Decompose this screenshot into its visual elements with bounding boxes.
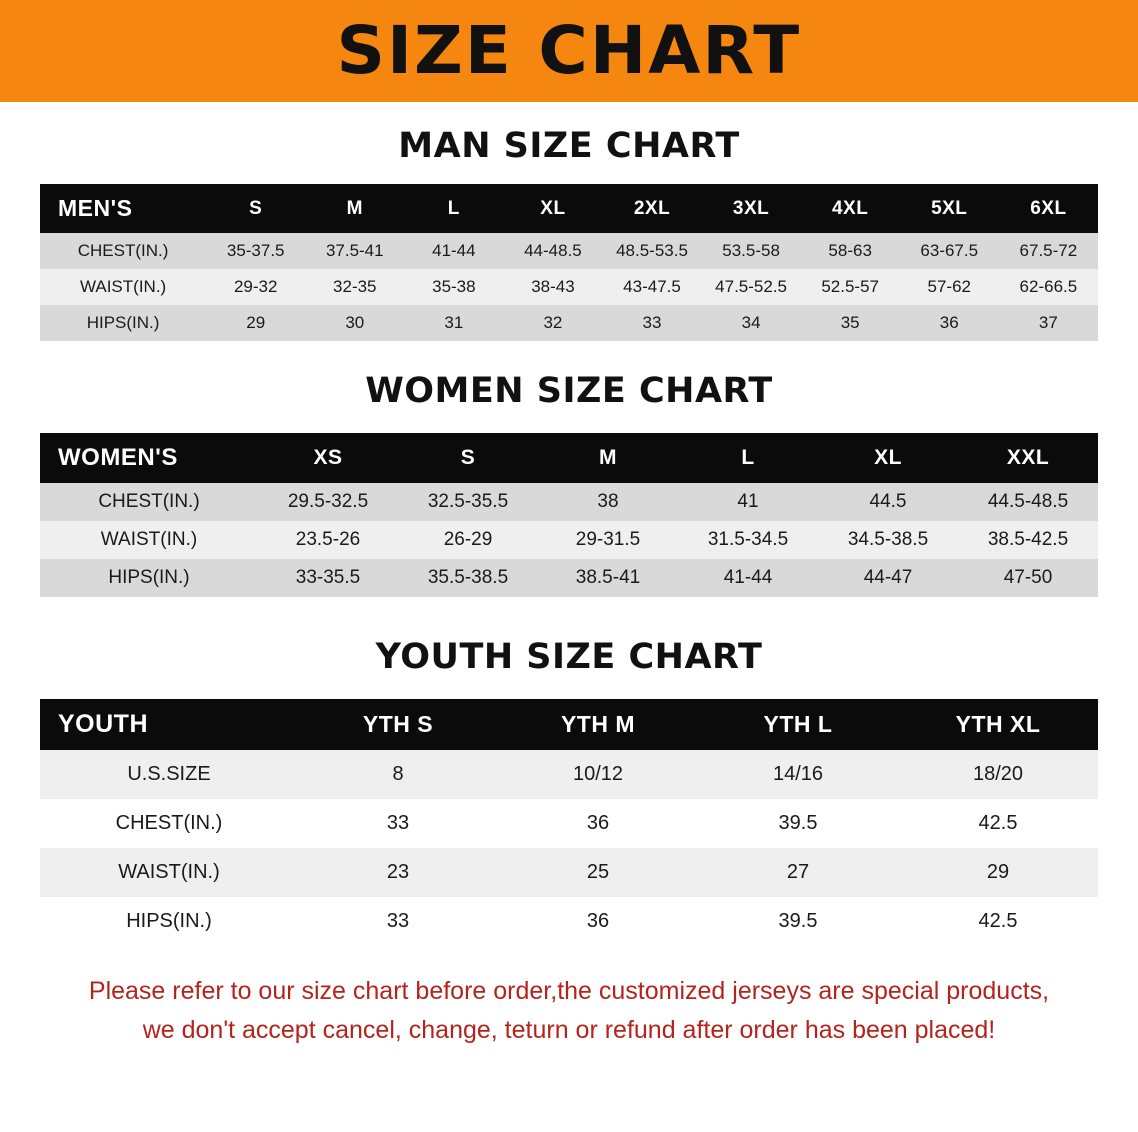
women-cell: 44.5 [818, 483, 958, 521]
man-row-label: WAIST(IN.) [40, 269, 206, 305]
youth-cell: 33 [298, 799, 498, 848]
man-cell: 48.5-53.5 [602, 233, 701, 269]
youth-row-label: CHEST(IN.) [40, 799, 298, 848]
table-row [40, 521, 1098, 559]
table-row [40, 848, 1098, 897]
man-cell: 32 [503, 305, 602, 341]
youth-row-label: U.S.SIZE [40, 750, 298, 799]
man-header-cell: MEN'S [58, 195, 133, 221]
policy-note-line-1: Please refer to our size chart before order,the customized jerseys are special products, [88, 977, 1050, 1005]
man-header-cell: 6XL [1030, 197, 1067, 219]
youth-cell: 33 [298, 897, 498, 946]
women-section-title: WOMEN SIZE CHART [365, 371, 773, 411]
youth-cell: 39.5 [698, 799, 898, 848]
man-header-cell: L [447, 197, 460, 219]
man-cell: 36 [900, 305, 999, 341]
man-cell: 57-62 [900, 269, 999, 305]
man-cell: 62-66.5 [999, 269, 1098, 305]
youth-cell: 27 [698, 848, 898, 897]
man-header-cell: 4XL [831, 197, 869, 219]
women-header-cell: M [599, 446, 617, 469]
table-row [40, 897, 1098, 946]
table-row [40, 269, 1098, 305]
women-cell: 38 [538, 483, 678, 521]
man-cell: 52.5-57 [801, 269, 900, 305]
man-header-cell: 3XL [732, 197, 770, 219]
women-cell: 44.5-48.5 [958, 483, 1098, 521]
man-cell: 30 [305, 305, 404, 341]
man-table-header-row [40, 184, 1098, 233]
table-row [40, 559, 1098, 597]
header-banner [0, 0, 1138, 102]
table-row [40, 305, 1098, 341]
man-cell: 53.5-58 [702, 233, 801, 269]
man-cell: 67.5-72 [999, 233, 1098, 269]
youth-cell: 36 [498, 897, 698, 946]
women-chart-wrap [0, 433, 1138, 597]
man-cell: 47.5-52.5 [702, 269, 801, 305]
women-cell: 47-50 [958, 559, 1098, 597]
youth-cell: 42.5 [898, 897, 1098, 946]
man-header-cell: XL [540, 197, 566, 219]
women-header-cell: S [460, 446, 476, 469]
women-header-cell: L [741, 446, 755, 469]
women-header-cell: WOMEN'S [58, 444, 178, 471]
man-cell: 37 [999, 305, 1098, 341]
table-row [40, 483, 1098, 521]
man-cell: 29 [206, 305, 305, 341]
man-cell: 35-38 [404, 269, 503, 305]
women-cell: 34.5-38.5 [818, 521, 958, 559]
youth-cell: 23 [298, 848, 498, 897]
man-section-title: MAN SIZE CHART [398, 126, 740, 166]
man-cell: 41-44 [404, 233, 503, 269]
women-cell: 41 [678, 483, 818, 521]
women-cell: 38.5-41 [538, 559, 678, 597]
man-cell: 33 [602, 305, 701, 341]
women-table-header-row [40, 433, 1098, 483]
man-header-cell: S [249, 197, 263, 219]
youth-cell: 25 [498, 848, 698, 897]
man-size-table [40, 184, 1098, 341]
man-row-label: CHEST(IN.) [40, 233, 206, 269]
women-cell: 44-47 [818, 559, 958, 597]
youth-cell: 10/12 [498, 750, 698, 799]
table-row [40, 233, 1098, 269]
man-cell: 58-63 [801, 233, 900, 269]
youth-header-cell: YTH M [560, 711, 636, 737]
policy-note [0, 972, 1138, 1050]
youth-row-label: WAIST(IN.) [40, 848, 298, 897]
man-cell: 29-32 [206, 269, 305, 305]
man-cell: 31 [404, 305, 503, 341]
man-cell: 35-37.5 [206, 233, 305, 269]
youth-cell: 29 [898, 848, 1098, 897]
women-row-label: CHEST(IN.) [40, 483, 258, 521]
page-title: SIZE CHART [336, 12, 802, 89]
youth-cell: 42.5 [898, 799, 1098, 848]
women-cell: 31.5-34.5 [678, 521, 818, 559]
women-cell: 32.5-35.5 [398, 483, 538, 521]
man-chart-wrap [0, 184, 1138, 341]
youth-chart-wrap [0, 699, 1138, 946]
youth-cell: 8 [298, 750, 498, 799]
man-cell: 63-67.5 [900, 233, 999, 269]
man-cell: 44-48.5 [503, 233, 602, 269]
man-cell: 35 [801, 305, 900, 341]
man-cell: 43-47.5 [602, 269, 701, 305]
youth-cell: 36 [498, 799, 698, 848]
women-header-cell: XXL [1006, 446, 1050, 469]
youth-cell: 18/20 [898, 750, 1098, 799]
women-row-label: HIPS(IN.) [40, 559, 258, 597]
man-header-cell: 2XL [633, 197, 671, 219]
table-row [40, 750, 1098, 799]
youth-header-cell: YOUTH [58, 710, 148, 738]
women-cell: 23.5-26 [258, 521, 398, 559]
man-cell: 38-43 [503, 269, 602, 305]
man-header-cell: M [346, 197, 363, 219]
youth-cell: 39.5 [698, 897, 898, 946]
youth-section-title: YOUTH SIZE CHART [375, 637, 763, 677]
man-cell: 32-35 [305, 269, 404, 305]
women-cell: 33-35.5 [258, 559, 398, 597]
youth-row-label: HIPS(IN.) [40, 897, 298, 946]
women-cell: 38.5-42.5 [958, 521, 1098, 559]
man-header-cell: 5XL [931, 197, 968, 219]
women-cell: 29.5-32.5 [258, 483, 398, 521]
women-size-table [40, 433, 1098, 597]
women-cell: 41-44 [678, 559, 818, 597]
women-cell: 26-29 [398, 521, 538, 559]
youth-header-cell: YTH S [362, 711, 434, 737]
table-row [40, 799, 1098, 848]
youth-cell: 14/16 [698, 750, 898, 799]
man-row-label: HIPS(IN.) [40, 305, 206, 341]
women-cell: 35.5-38.5 [398, 559, 538, 597]
women-cell: 29-31.5 [538, 521, 678, 559]
youth-table-header-row [40, 699, 1098, 750]
women-row-label: WAIST(IN.) [40, 521, 258, 559]
policy-note-line-2: we don't accept cancel, change, teturn or refund after order has been placed! [142, 1015, 996, 1044]
youth-header-cell: YTH XL [955, 711, 1041, 737]
women-header-cell: XS [313, 446, 343, 469]
youth-size-table [40, 699, 1098, 946]
man-cell: 34 [702, 305, 801, 341]
youth-header-cell: YTH L [763, 711, 833, 737]
women-header-cell: XL [874, 446, 902, 469]
man-cell: 37.5-41 [305, 233, 404, 269]
